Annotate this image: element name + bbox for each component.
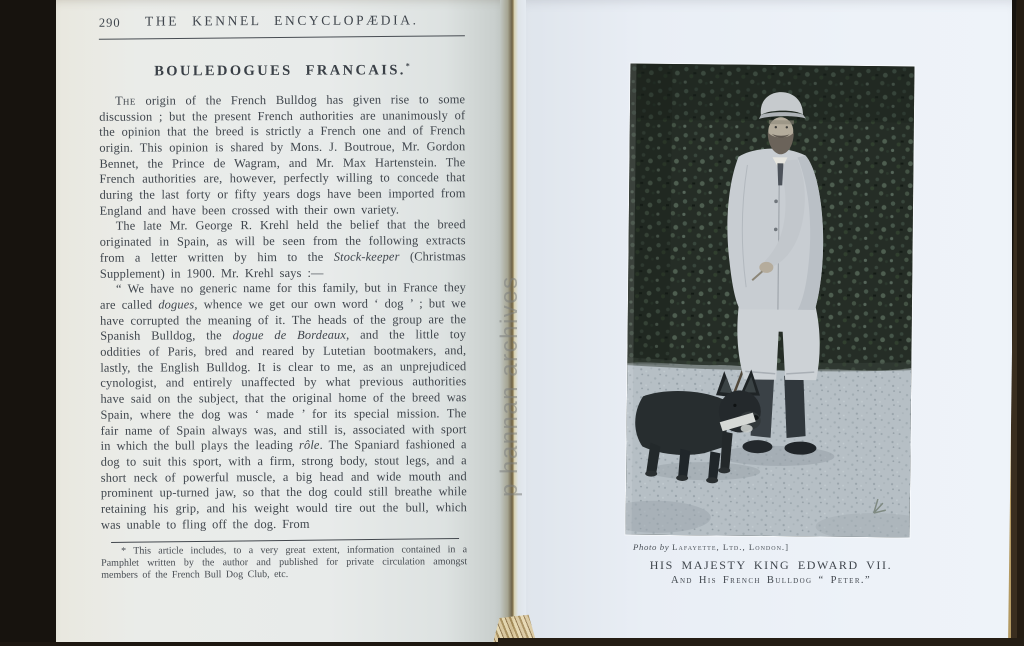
footnote-marker: * [405,61,410,71]
header-rule [99,35,465,40]
article-title [99,61,465,80]
footnote-text: * This article includes, to a very great extent, information contained in a Pamphlet written by the author and published for private circulation amongst members of the French Bull Dog Club, etc. [101,543,468,582]
paragraph-2: The late Mr. George R. Krehl held the belief that the breed originated in Spain, as will be seen from the following extracts from a letter written by him to the Stock-keeper (Christmas Supplement) in 1900. Mr. Krehl says :— [99,217,466,281]
page-number: 290 [98,15,121,30]
footnote-rule [111,538,459,543]
archive-watermark: p hannan archives [496,275,523,497]
photo-credit: Photo by Lafayette, Ltd., London.] [633,542,790,552]
paragraph-3: “ We have no generic name for this family, but in France they are called dogues, whence we get our own word ‘ dog ’ ; but we have corrupted the meaning of it. The heads of the group are the Spanish Bulldog, the dogue de Bordeaux, and the little toy oddities of Paris, bred and reared by Lutetian bootmakers, and, lastly, the English Bulldog. It is clear to me, as an unprejudiced cynologist, and entirely unaffected by what previous authorities have said on the subject, that the original home of the breed was Spain, where the dog was ‘ made ’ for its special mission. The fair name of Spain always was, and still is, associated with sport in which the bull plays the leading rôle. The Spaniard fashioned a dog to suit this sport, with a firm, strong body, stout legs, and a short neck of powerful muscle, a big head and wide mouth and prominent up-turned jaw, so that the dog could still breathe while retaining his grip, and his weight would tire out the bull, which was unable to fling off the dog. From [100,280,467,532]
table-surface-bottom-right [498,638,1024,646]
article-body [99,92,467,533]
article-title-text: BOULEDOGUES FRANCAIS. [154,62,406,80]
photo-illustration [626,64,915,538]
paragraph-1: The origin of the French Bulldog has given rise to some discussion ; but the present French authorities are unanimously of the opinion that the breed is strictly a French one and of French origin. This opinion is shared by Mons. J. Boutroue, Mr. Gordon Bennet, the Prince de Wagram, and Mr. Max Hartenstein. The French authorities are, however, perfectly willing to concede that during the last forty or fifty years dogs have been imported from England and have been crossed with their own variety. [99,92,466,218]
left-page-content [99,9,467,582]
photo-caption-line1: HIS MAJESTY KING EDWARD VII. [649,558,893,572]
photo-caption-line2: And His French Bulldog “ Peter.” [670,575,872,586]
book-page-edges-left [0,0,60,646]
page-header [99,9,465,35]
photo-king-edward-vii [626,64,915,538]
running-title: THE KENNEL ENCYCLOPÆDIA. [145,12,419,29]
